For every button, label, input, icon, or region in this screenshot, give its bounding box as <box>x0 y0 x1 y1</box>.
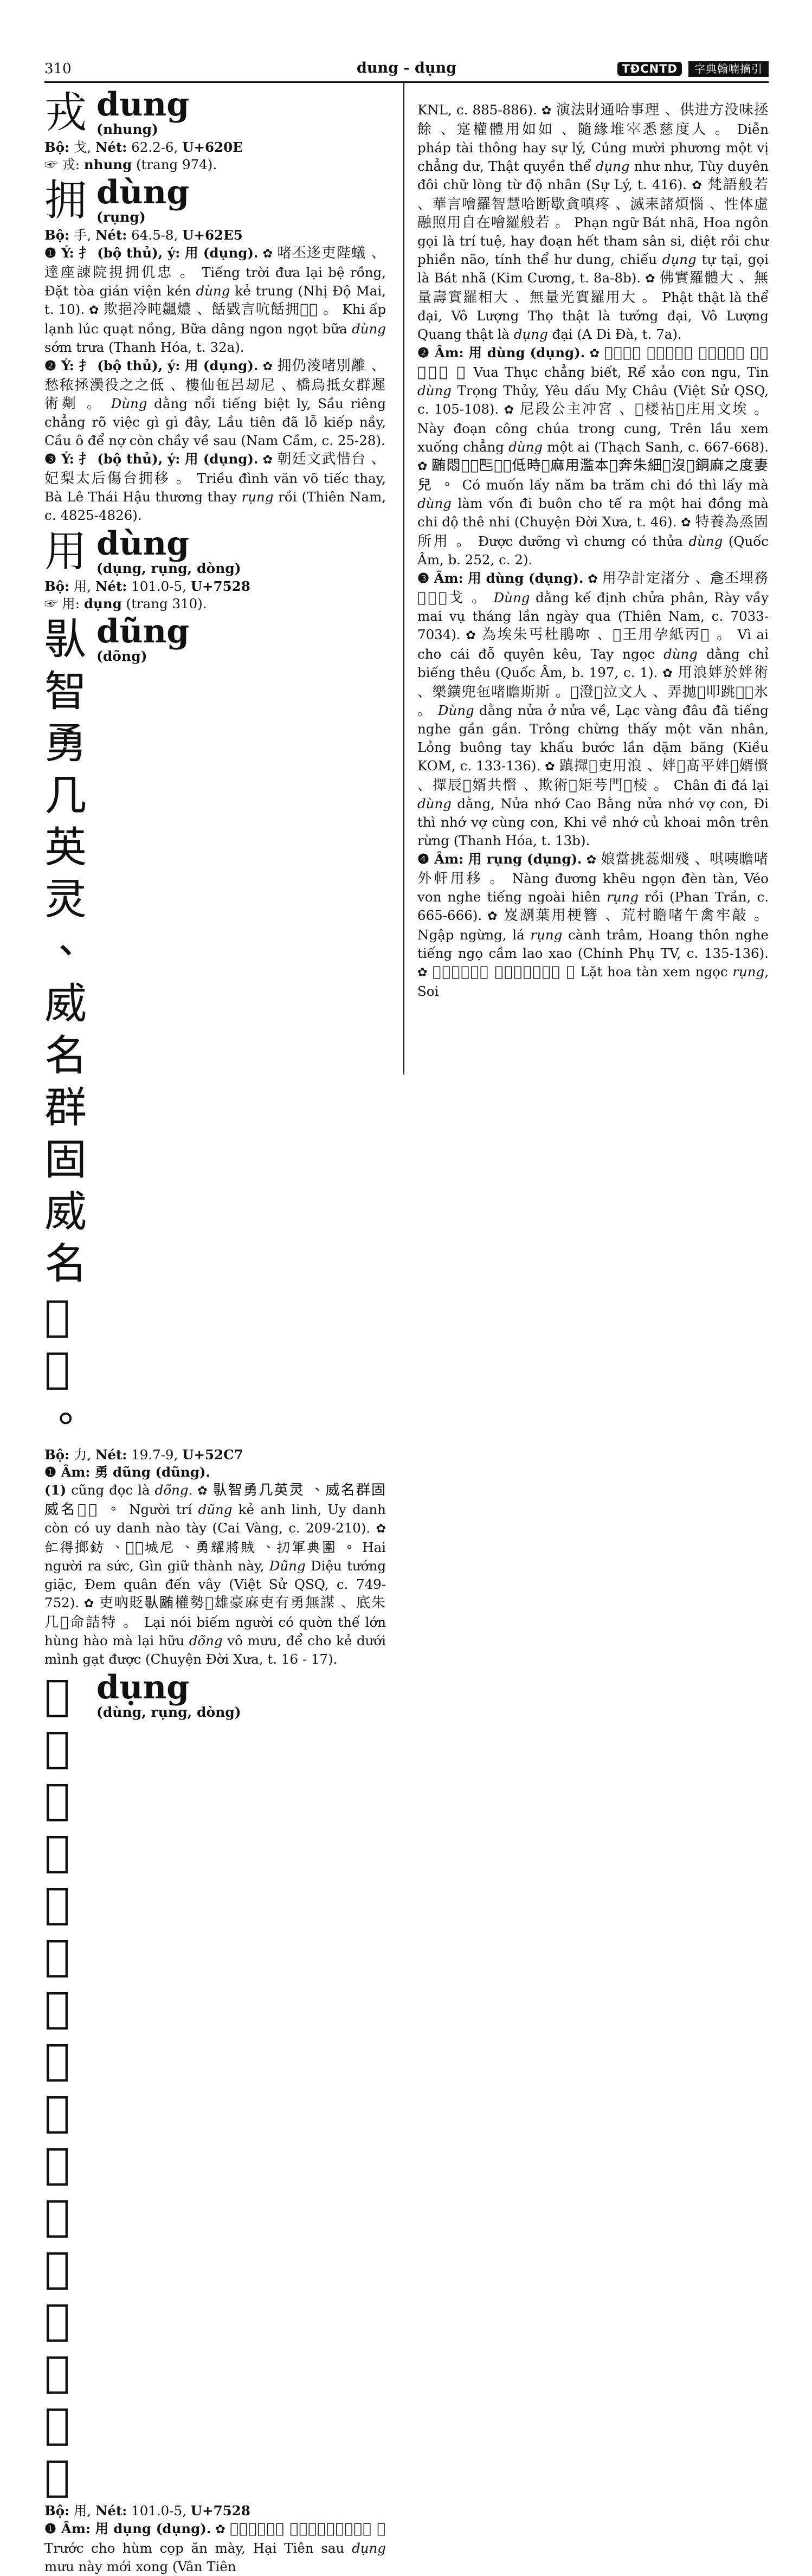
variant-readings: (dụng, rụng, dòng) <box>96 561 241 576</box>
cross-reference: ☞ 用: dụng (trang 310). <box>44 596 207 611</box>
variant-readings: (rụng) <box>96 209 146 225</box>
column-divider <box>403 82 404 1074</box>
entry-dung-dung <box>44 526 386 613</box>
sense-2: ❷ Ý: 扌 (bộ thủ), ý: 用 (dụng). ✿ 拥仍淩啫別離 、愁秾拯㶔役之之低 、樓仙㐌呂刼尼 、橋烏抵女群遲術㔂 。 Dùng dằng nổi tiếng biệt ly, Sầu riêng chẳng rõ việc gì gì đây, Lầu tiên đã lỗ kiếp nầy, Cầu ô để nợ còn chầy về sau (Nam Cầm, c. 25-28). <box>44 358 386 448</box>
entry-head <box>44 87 386 139</box>
sense-1-continued: KNL, c. 885-886). ✿ 演法財通哈事理 、供进方没味拯餘 、寔權體用如如 、隨緣堆𡨧悉慈度人 。 Diễn pháp tài thông hay sự lý, Cúng mười phương một vị chẳng dư, Thật quyền thể dụng như như, Tùy duyên đôi chữ lòng từ độ nhân (Sự Lý, t. 416). ✿ 梵語般若 、華言噲羅智慧哈断歇貪嗔疼 、滅耒諸煩惱 、性体虛融照用自在噲羅般若 。 Phạn ngữ Bát nhã, Hoa ngôn gọi là trí tuệ, hay đoạn hết tham sân si, diệt rồi chư phiền não, tính thể hư dung, chiếu dụng tự tại, gọi là Bát nhã (Kim Cương, t. 8a-8b). ✿ 佛實羅體大 、無量壽實羅相大 、無量光實羅用大 。 Phật thật là thể đại, Vô Lượng Thọ thật là tướng đại, Vô Lượng Quang thật là dụng đại (A Di Đà, t. 7a). <box>417 102 769 342</box>
page-header <box>44 59 769 81</box>
entry-head <box>44 614 386 1446</box>
entry-character: 𠊛智勇几英灵 、威名群固威名𢭗𢫂 。 <box>44 615 87 1445</box>
entry-dung-rung <box>44 175 386 525</box>
variant-readings: (dõng) <box>96 648 147 664</box>
publisher-logo: TĐCNTD <box>617 62 682 76</box>
flower-icon: ✿ <box>681 516 691 530</box>
flower-icon: ✿ <box>545 760 555 774</box>
flower-icon: ✿ <box>589 347 600 360</box>
flower-icon: ✿ <box>588 572 598 586</box>
entry-dung-dong <box>44 614 386 1669</box>
right-column <box>417 86 769 1094</box>
flower-icon: ✿ <box>262 360 273 373</box>
sense-1: ❶ Ý: 扌 (bộ thủ), ý: 用 (dụng). ✿ 啫丕迻吏陛蟻 、達座諌院挸拥仉忠 。 Tiếng trời đưa lại bệ rồng, Đặt tòa gián viện kén dùng kẻ trung (Nhị Độ Mai, t. 10). ✿ 欺挹冷旽飊燶 、餂戥言吭餂拥𣋚𣈜 。 Khi ấp lạnh lúc quạt nồng, Bữa dâng ngon ngọt bữa dùng sớm trưa (Thanh Hóa, t. 32a). <box>44 245 386 355</box>
entry-character: 拥 <box>44 176 87 225</box>
flower-icon: ✿ <box>417 460 428 473</box>
variant-readings: (nhung) <box>96 121 158 137</box>
flower-icon: ✿ <box>376 1522 386 1536</box>
flower-icon: ✿ <box>541 104 552 118</box>
page-number: 310 <box>44 61 72 77</box>
running-title: dung - dụng <box>356 60 457 76</box>
flower-icon: ✿ <box>262 453 273 467</box>
flower-icon: ✿ <box>504 403 515 417</box>
flower-icon: ✿ <box>83 1597 95 1611</box>
sense-1: (1) cũng đọc là dõng. ✿ 𠊛智勇几英灵 、威名群固威名𢭗𢫂 。 Người trí dũng kẻ anh linh, Uy danh còn có uy danh nào tày (Cai Vàng, c. 209-210). ✿ 𠄩得𢲲鈁 、𦣰𡨹城尼 、勇耀將賊 、㧅軍典圍 。 Hai người ra sức, Gìn giữ thành này, Dũng Diệu tướng giặc, Đem quân đến vây (Việt Sử QSQ, c. 749-752). ✿ 吏吶貶𠊛𣎏權勢𫢩雄豪麻吏有勇無謀 、底朱几𠁑命詰特 。 Lại nói biếm người có quờn thế lớn hùng hào mà lại hữu dõng vô mưu, để cho kẻ dưới mình gạt được (Chuyện Đời Xưa, t. 16 - 17). <box>44 1482 386 1667</box>
entry-dung-main <box>44 1670 386 2576</box>
flower-icon: ✿ <box>662 667 673 680</box>
flower-icon: ✿ <box>466 629 477 642</box>
radical-info: Bộ: 用, Nét: 101.0-5, U+7528 <box>44 578 250 594</box>
dictionary-seal: 字典翰喃摘引 <box>688 61 769 77</box>
reading-label: ❶ Âm: 勇 dũng (dũng). <box>44 1464 211 1480</box>
sense-1: ❶ Âm: 用 dụng (dụng). ✿ 𤞻朱𩛄𩚵咹𠶆 、害仙𢫃用謀呢買衝 。 Trước cho hùm cọp ăn mày, Hại Tiên sau dụng mưu này mới xong (Vân Tiên <box>44 2521 386 2574</box>
flower-icon: ✿ <box>89 304 99 317</box>
headword: dụng <box>96 1669 190 1706</box>
sense-2: ❷ Âm: 用 dùng (dụng). ✿ 𢀨蜀拯別 、婿巧𢤞愚 、信用仲始 、忕𢚸媚珠 。 Vua Thục chẳng biết, Rể xảo con ngu, Tin dùng Trọng Thủy, Yêu dấu Mỵ Châu (Việt Sử QSQ, c. 105-108). ✿ 尼段公主冲宮 、𨖅楼袩𢯦庄用文埃 。 Này đoạn công chúa trong cung, Trên lầu xem xuống chẳng dùng một ai (Thạch Sanh, c. 667-668). ✿ 𣎏悶𥙩𠄼𠀧𤾓𠄩低時𥙩麻用濫本𢶢奔朱細𠰘沒𠄩銅麻之度妻兒 。 Có muốn lấy năm ba trăm chi đó thì lấy mà dùng làm vốn đi buôn cho tế ra một hai đồng mà chi độ thê nhi (Chuyện Đời Xưa, t. 46). ✿ 特養為烝固所用 。 Được dưỡng vì chưng có thửa dùng (Quốc Âm, b. 252, c. 2). <box>417 345 769 568</box>
radical-info: Bộ: 戈, Nét: 62.2-6, U+620E <box>44 139 243 155</box>
radical-info: Bộ: 用, Nét: 101.0-5, U+7528 <box>44 2503 250 2519</box>
headword: dùng <box>96 173 190 211</box>
flower-icon: ✿ <box>417 966 428 980</box>
entry-head <box>44 526 386 578</box>
entry-character: 用 <box>44 527 87 576</box>
left-column <box>44 86 386 2574</box>
flower-icon: ✿ <box>487 910 499 923</box>
entry-nhung <box>44 87 386 173</box>
flower-icon: ✿ <box>692 179 703 192</box>
headword: dung <box>96 86 190 124</box>
sense-3: ❸ Ý: 扌 (bộ thủ), ý: 用 (dụng). ✿ 朝廷文武惜台 、妃梨太后傷台拥移 。 Triều đình văn võ tiếc thay, Bà Lê Thái Hậu thương thay rụng rồi (Thiên Nam, c. 4825-4826). <box>44 451 386 523</box>
cross-reference: ☞ 戎: nhung (trang 974). <box>44 157 217 172</box>
radical-info: Bộ: 力, Nét: 19.7-9, U+52C7 <box>44 1447 243 1463</box>
flower-icon: ✿ <box>215 2523 226 2536</box>
radical-info: Bộ: 手, Nét: 64.5-8, U+62E5 <box>44 227 243 243</box>
entry-head <box>44 1670 386 2502</box>
headword: dùng <box>96 525 190 563</box>
variant-readings: (dùng, rụng, dòng) <box>96 1704 241 1720</box>
entry-character: 戎 <box>44 88 87 137</box>
sense-4: ❹ Âm: 用 rụng (dụng). ✿ 娘當挑蕊畑殘 、唭咦瞻啫外軒用移 。 Nàng đương khêu ngọn đèn tàn, Véo von nghe tiếng ngoài hiên rụng rồi (Phan Trần, c. 665-666). ✿ 岌𣸠葉用梗簪 、荒村瞻啫午禽牢敲 。 Ngập ngừng, lá rụng cành trâm, Hoang thôn nghe tiếng ngọ cầm lao xao (Chinh Phụ TV, c. 135-136). ✿ 𢯏花殘袩王用 、𤒘月𩙍𥙗畑扸 。 Lặt hoa tàn xem ngọc rụng, Soi <box>417 851 769 999</box>
entry-head <box>44 175 386 227</box>
sense-3: ❸ Âm: 用 dùng (dụng). ✿ 用孕計定渚分 、𠉞丕埋務𦝄𠓨𨍦戈 。 Dùng dằng kế định chửa phân, Rày vầy mai vụ tháng lần ngày qua (Thiên Nam, c. 7033-7034). ✿ 為埃朱丐杜鵑𠰚 、𢬣王用孕紙丙𦀊 。 Vì ai cho cái đỗ quyên kêu, Tay ngọc dùng dằng chỉ biếng thêu (Quốc Âm, b. 197, c. 1). ✿ 用浪姅於姅術 、樂鐄兜㐌啫瞻斯斯 。𪟡澄𧡊泣文人 、弄拋𢯏叩跳𠓨𨀈氷 。 Dùng dằng nửa ở nửa về, Lạc vàng đâu đã tiếng nghe gần gần. Trông chừng thấy một văn nhân, Lỏng buông tay khấu bước lần dặm băng (Kiều KOM, c. 133-136). ✿ 蹎𢶢𥒥吏用浪 、姅𢜠髙平姅𢜠婿𢤞 、𢶢辰𢜠婿共𢤞 、欺術𢜠矩芌門𨖅棱 。 Chân đi đá lại dùng dằng, Nửa nhớ Cao Bằng nửa nhớ vợ con, Đi thì nhớ vợ cùng con, Khi về nhớ củ khoai môn trên rừng (Thanh Hóa, t. 13b). <box>417 570 769 848</box>
headword: dũng <box>96 613 190 651</box>
flower-icon: ✿ <box>586 853 597 867</box>
flower-icon: ✿ <box>645 272 656 286</box>
flower-icon: ✿ <box>197 1484 208 1498</box>
header-rule <box>44 81 769 83</box>
flower-icon: ✿ <box>262 247 273 261</box>
entry-character: 𤞻朱𩛄𩚵咹𠶆 、害仙𢫃用謀呢買衝 。 <box>44 1671 70 2501</box>
